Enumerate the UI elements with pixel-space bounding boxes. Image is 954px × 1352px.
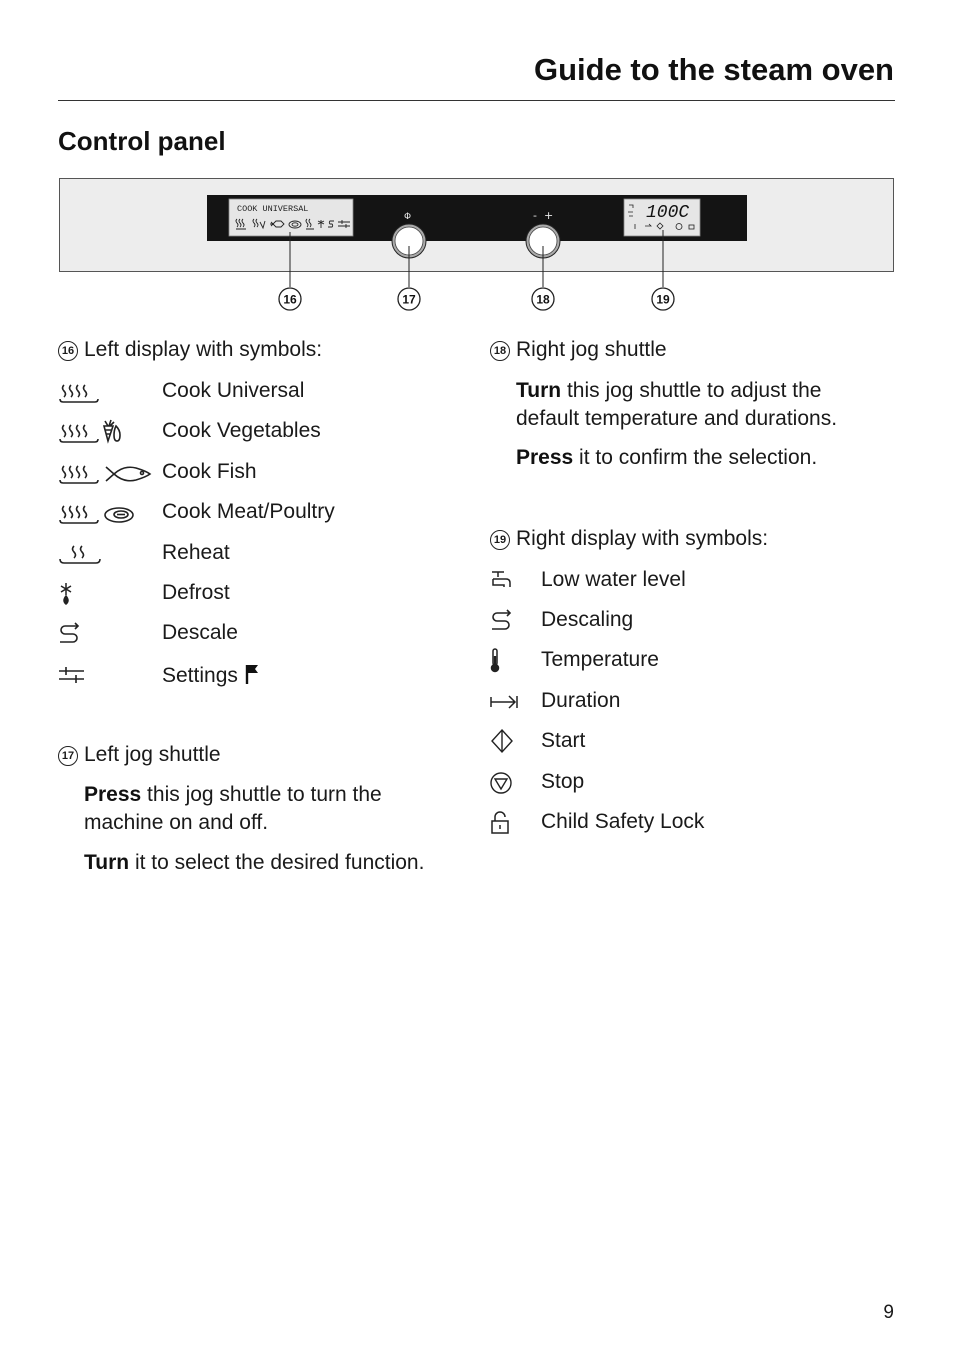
item-number-18: 18 <box>490 341 510 361</box>
item-number-19: 19 <box>490 530 510 550</box>
lock-icon <box>490 809 512 835</box>
left-display-heading: 16 Left display with symbols: <box>58 336 322 364</box>
flag-icon <box>244 663 260 685</box>
callout-19: 19 <box>656 292 670 307</box>
left-display-text: COOK UNIVERSAL <box>237 204 309 214</box>
duration-icon <box>490 688 520 714</box>
left-jog-turn-paragraph: Turn it to select the desired function. <box>84 851 425 874</box>
steam-vegetable-icon <box>58 418 128 444</box>
callout-16: 16 <box>283 292 297 307</box>
steam-fish-icon <box>58 459 154 485</box>
start-icon <box>490 728 516 754</box>
right-display-text: 100C <box>646 203 690 223</box>
callout-18: 18 <box>536 292 550 307</box>
thermometer-icon <box>490 647 506 673</box>
left-jog-heading: 17 Left jog shuttle <box>58 741 221 769</box>
item-number-17: 17 <box>58 746 78 766</box>
tap-icon <box>490 567 514 593</box>
right-display-heading: 19 Right display with symbols: <box>490 525 768 553</box>
descale-icon <box>58 620 84 646</box>
right-jog-press-paragraph: Press it to confirm the selection. <box>516 446 818 469</box>
left-jog-press-paragraph: Press this jog shuttle to turn the machine on and off. <box>84 783 382 834</box>
page-title: Guide to the steam oven <box>533 52 894 87</box>
right-jog-heading: 18 Right jog shuttle <box>490 336 667 364</box>
callout-17: 17 <box>402 292 416 307</box>
page-number: 9 <box>883 1302 894 1323</box>
descale-icon <box>490 607 516 633</box>
stop-icon <box>490 769 516 795</box>
steam-meat-icon <box>58 499 138 525</box>
steam-icon <box>58 378 102 404</box>
defrost-icon <box>58 580 78 606</box>
settings-icon <box>58 661 86 687</box>
right-column: 18 Right jog shuttle Turn this jog shuttle to adjust the default temperature and durations. Press it to confirm the selection. 19 Right display with symbols: Low water level Descaling Temperature Duration Start Stop Child Safety Lock <box>490 0 910 1352</box>
reheat-icon <box>58 540 102 566</box>
right-jog-turn-paragraph: Turn this jog shuttle to adjust the default temperature and durations. <box>516 379 838 430</box>
item-number-16: 16 <box>58 341 78 361</box>
knob-right-symbol: - + <box>533 209 554 222</box>
left-column: 16 Left display with symbols: Cook Universal Cook Vegetables Cook Fish Cook Meat/Poultry Reheat Defrost Descale Settings 17 Left jog shuttle Press this jog shuttle to turn the machine on and off. Turn it to select the desired function. <box>58 0 478 1352</box>
knob-left-symbol: Φ <box>404 212 412 222</box>
section-title: Control panel <box>58 126 226 156</box>
